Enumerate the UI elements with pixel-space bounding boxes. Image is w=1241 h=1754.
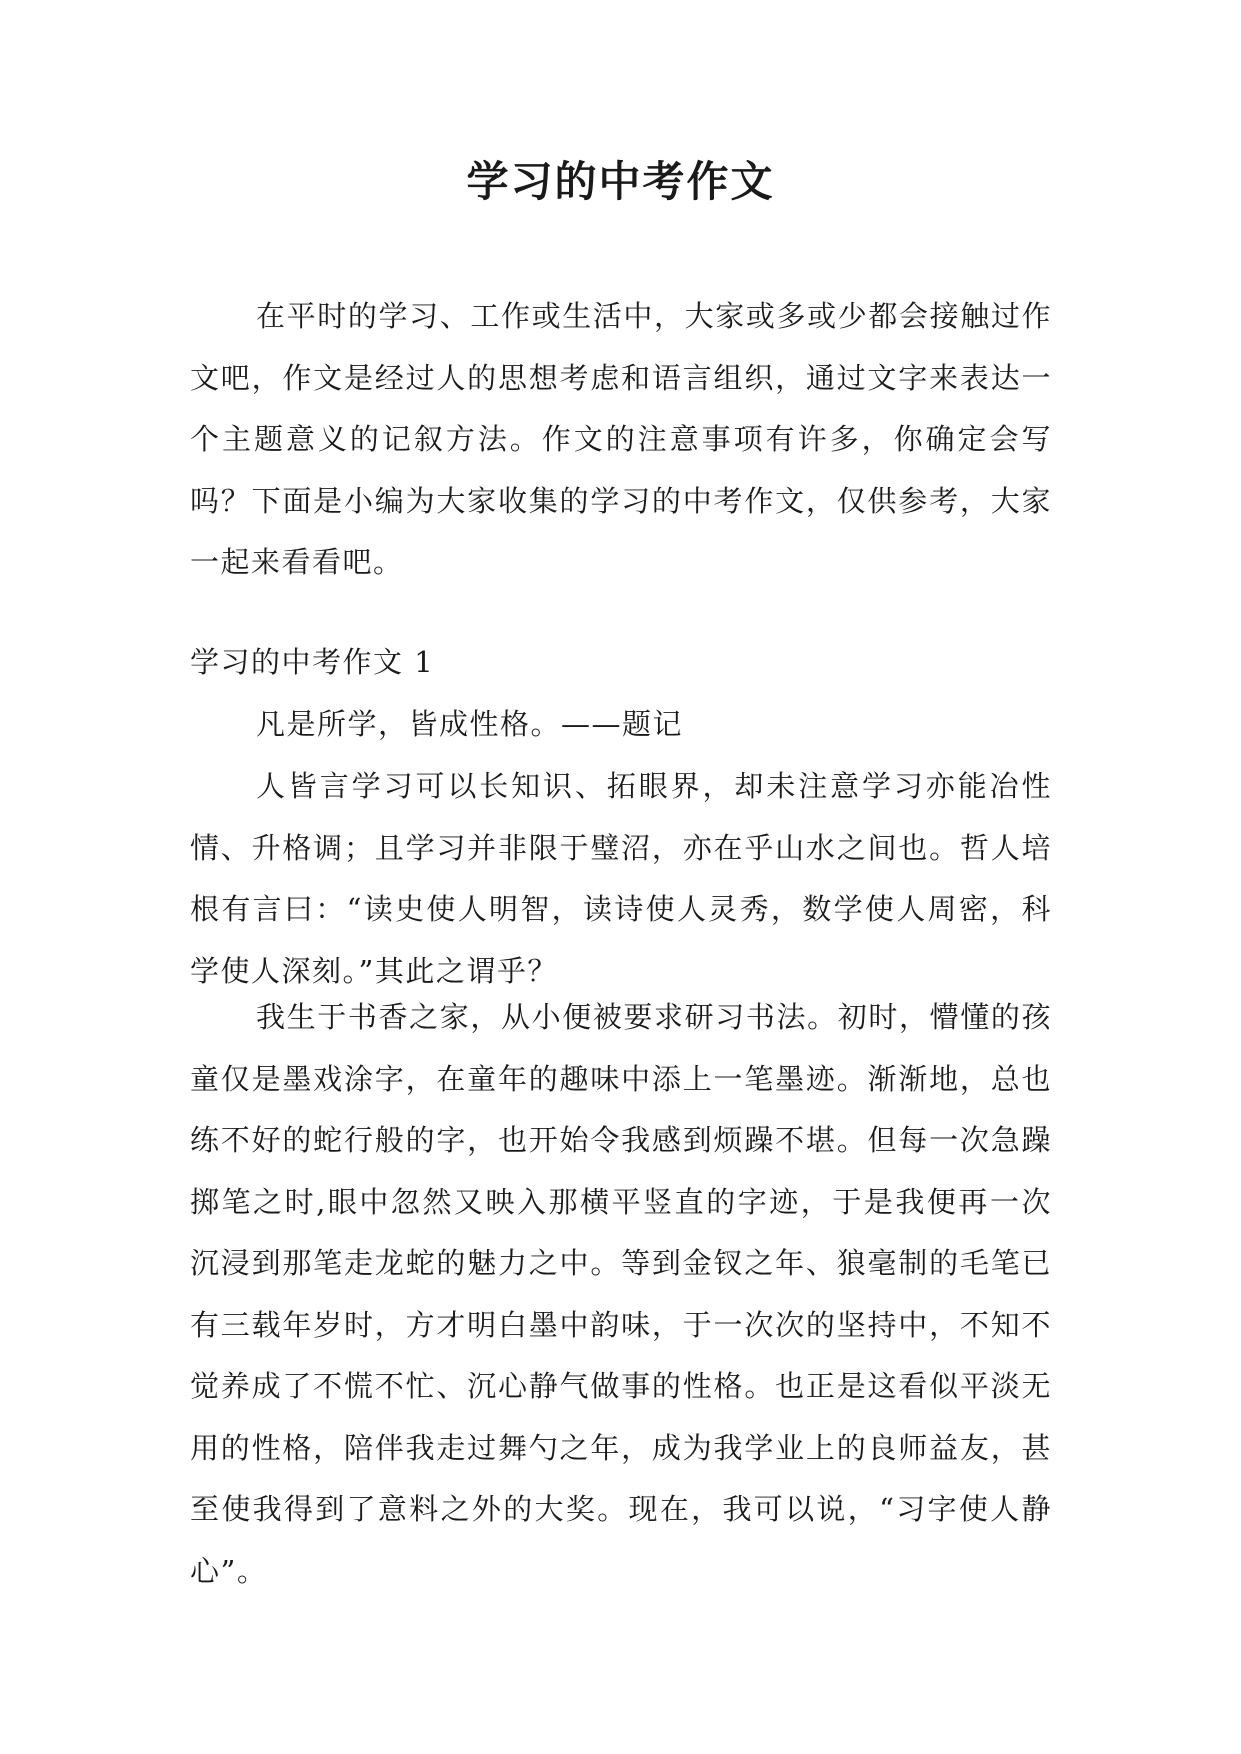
epigraph: 凡是所学，皆成性格。——题记 — [256, 707, 684, 741]
body-paragraph: 我生于书香之家，从小便被要求研习书法。初时，懵懂的孩童仅是墨戏涂字，在童年的趣味中添上一笔墨迹。渐渐地，总也练不好的蛇行般的字，也开始令我感到烦躁不堪。但每一次急躁掷笔之时,眼中忽然又映入那横平竖直的字迹，于是我便再一次沉浸到那笔走龙蛇的魅力之中。等到金钗之年、狼毫制的毛笔已有三载年岁时，方才明白墨中韵味，于一次次的坚持中，不知不觉养成了不慌不忙、沉心静气做事的性格。也正是这看似平淡无用的性格，陪伴我走过舞勺之年，成为我学业上的良师益友，甚至使我得到了意料之外的大奖。现在，我可以说，“习字使人静心”。 — [190, 1000, 1052, 1588]
body-paragraph: 人皆言学习可以长知识、拓眼界，却未注意学习亦能冶性情、升格调；且学习并非限于璧沼，亦在乎山水之间也。哲人培根有言曰：“读史使人明智，读诗使人灵秀，数学使人周密，科学使人深刻。”其此之谓乎？ — [190, 769, 1052, 988]
section-heading: 学习的中考作文 1 — [190, 645, 435, 679]
document-title: 学习的中考作文 — [466, 157, 775, 206]
intro-paragraph: 在平时的学习、工作或生活中，大家或多或少都会接触过作文吧，作文是经过人的思想考虑和语言组织，通过文字来表达一个主题意义的记叙方法。作文的注意事项有许多，你确定会写吗？下面是小编为大家收集的学习的中考作文，仅供参考，大家一起来看看吧。 — [190, 299, 1052, 579]
